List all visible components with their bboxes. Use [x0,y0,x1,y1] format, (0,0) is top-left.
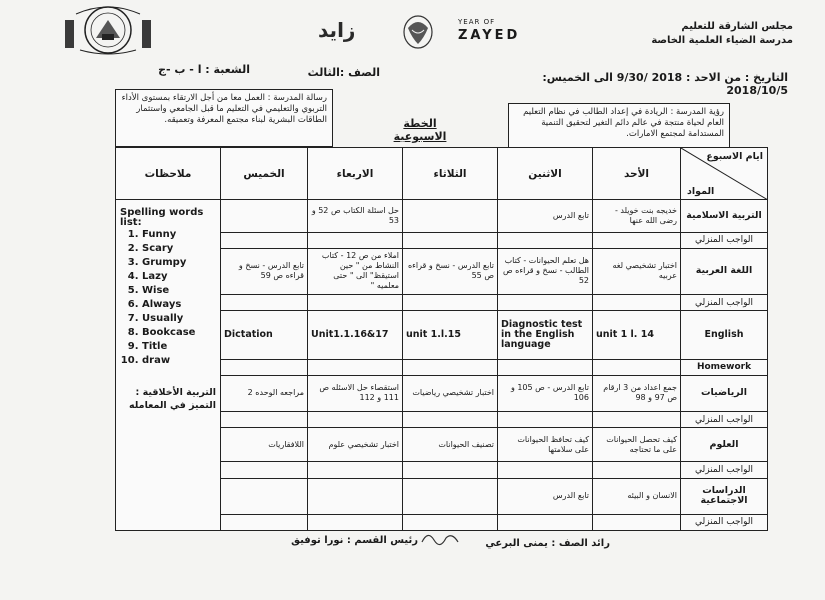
corner-days-label: ايام الاسبوع [706,151,763,162]
lesson-cell-arabic-tuesday: تابع الدرس - نسخ و قراءه ص 55 [403,248,498,294]
lesson-cell-islamic-sunday: خديجه بنت خويلد - رضى الله عنها [593,200,681,232]
homework-cell [498,462,593,478]
subject-islamic: التربية الاسلامية [681,200,768,232]
lesson-cell-arabic-wednesday: املاء من ص 12 - كتاب النشاط من " حين استيقظ" الى " حتى معلميه " [308,248,403,294]
moral-education-title: التربية الأخلاقية : [135,387,216,399]
year-of-text: YEAR OF [458,18,496,26]
moral-education-note [120,386,216,412]
homework-cell [308,514,403,530]
lesson-cell-math-monday: تابع الدرس - ص 105 و 106 [498,375,593,411]
notes-column [116,200,221,531]
homework-cell [308,232,403,248]
homework-cell [403,412,498,428]
spelling-word: 1. Funny [142,228,216,242]
homework-cell [593,295,681,311]
homework-cell [308,462,403,478]
subject-math: الرياضيات [681,375,768,411]
homework-cell [403,232,498,248]
subject-social-studies: الدراسات الاجتماعية [681,478,768,514]
lesson-cell-science-thursday: اللافقاريات [221,428,308,462]
homework-cell [221,359,308,375]
homework-label: الواجب المنزلي [681,462,768,478]
lesson-cell-social-tuesday [403,478,498,514]
zayed-text: ZAYED [458,28,521,43]
homework-cell [593,232,681,248]
council-header [593,20,793,48]
homework-cell [593,462,681,478]
spelling-word: 3. Grumpy [142,256,216,270]
subject-science: العلوم [681,428,768,462]
section-label: الشعبة : ا - ب -ج [158,63,250,76]
homework-cell [403,462,498,478]
subject-english: English [681,311,768,359]
homework-cell [308,359,403,375]
lesson-cell-arabic-sunday: اختبار تشخيصي لغه عربيه [593,248,681,294]
weekly-plan-table [115,147,768,531]
day-header-monday: الاثنين [498,148,593,200]
lesson-cell-science-wednesday: اختبار تشخيصي علوم [308,428,403,462]
grade-label: الصف :الثالث [307,66,380,79]
notes-header: ملاحظات [116,148,221,200]
spelling-word: 9. Title [142,340,216,354]
zayed-arabic-logo: زايد [318,18,356,42]
school-name: مدرسة الضياء العلمية الخاصة [651,35,793,46]
spelling-title: Spelling words list: [120,207,204,229]
day-header-thursday: الخميس [221,148,308,200]
subject-arabic: اللغة العربية [681,248,768,294]
homework-cell [498,412,593,428]
lesson-cell-science-sunday: كيف تحصل الحيوانات على ما تحتاجه [593,428,681,462]
spelling-word: 7. Usually [142,312,216,326]
homework-cell [593,412,681,428]
head-of-department: رئيس القسم : نورا توفيق [291,535,418,546]
homework-cell [498,359,593,375]
spelling-word: 6. Always [142,298,216,312]
homework-cell [221,412,308,428]
day-header-wednesday: الاربعاء [308,148,403,200]
homework-cell [221,514,308,530]
lesson-cell-math-wednesday: استقصاء حل الاسئله ص 111 و 112 [308,375,403,411]
homework-label: الواجب المنزلي [681,412,768,428]
school-mission-box: رسالة المدرسة : العمل معا من أجل الارتقاء بمستوى الأداء التربوي والتعليمي في التعليم ما قبل الجامعي واستثمار الطاقات البشرية لبناء مجتمع المعرفة وتعميقه. [115,89,333,147]
lesson-cell-islamic-wednesday: حل اسئلة الكتاب ص 52 و 53 [308,200,403,232]
homework-cell [308,295,403,311]
homework-cell [498,295,593,311]
lesson-cell-islamic-tuesday [403,200,498,232]
day-header-tuesday: الثلاثاء [403,148,498,200]
lesson-cell-social-monday: تابع الدرس [498,478,593,514]
homework-cell [498,232,593,248]
school-crest-logo [62,4,154,56]
corner-header [681,148,768,200]
homework-cell [593,359,681,375]
homework-cell [403,359,498,375]
day-header-sunday: الأحد [593,148,681,200]
homework-cell [308,412,403,428]
homework-cell [221,462,308,478]
moral-education-topic: التميز في المعامله [129,400,216,412]
lesson-cell-english-tuesday: unit 1.l.15 [403,311,498,359]
spelling-word: 5. Wise [142,284,216,298]
lesson-cell-english-monday: Diagnostic test in the English language [498,311,593,359]
lesson-cell-islamic-monday: تابع الدرس [498,200,593,232]
lesson-cell-social-wednesday [308,478,403,514]
homework-cell [593,514,681,530]
homework-label: الواجب المنزلي [681,514,768,530]
homework-label: الواجب المنزلي [681,232,768,248]
lesson-cell-english-wednesday: Unit1.1.16&17 [308,311,403,359]
homework-cell [221,232,308,248]
date-range: التاريخ : من الاحد : 2018 /9/30 الى الخميس: 2018/10/5 [542,71,788,97]
homework-cell [403,295,498,311]
lesson-cell-arabic-thursday: تابع الدرس - نسخ و قراءه ص 59 [221,248,308,294]
lesson-cell-science-tuesday: تصنيف الحيوانات [403,428,498,462]
plan-title: الخطة الاسبوعية [393,117,447,143]
council-name: مجلس الشارقة للتعليم [681,21,793,32]
corner-subjects-label: المواد [687,186,715,198]
spelling-word: 8. Bookcase [142,326,216,340]
lesson-cell-english-thursday: Dictation [221,311,308,359]
spelling-word: 4. Lazy [142,270,216,284]
lesson-cell-islamic-thursday [221,200,308,232]
lesson-cell-math-sunday: جمع اعداد من 3 ارقام ص 97 و 98 [593,375,681,411]
class-leader: رائد الصف : يمنى البرعي [485,538,610,549]
school-vision-box: رؤية المدرسة : الريادة في إعداد الطالب في نظام التعليم العام لحياة منتجة في عالم دائم التغير لتحقيق التنمية المستدامة لمجتمع الامارات. [508,103,730,151]
lesson-cell-social-sunday: الانسان و البيئه [593,478,681,514]
lesson-cell-math-thursday: مراجعه الوحده 2 [221,375,308,411]
lesson-cell-math-tuesday: اختبار تشخيصي رياضيات [403,375,498,411]
lesson-cell-science-monday: كيف تحافظ الحيوانات على سلامتها [498,428,593,462]
lesson-cell-english-sunday: unit 1 l. 14 [593,311,681,359]
homework-cell [221,295,308,311]
spelling-word: 10. draw [142,354,216,368]
homework-label: الواجب المنزلي [681,295,768,311]
homework-cell [498,514,593,530]
lesson-cell-social-thursday [221,478,308,514]
spelling-list [120,228,216,368]
spelling-word: 2. Scary [142,242,216,256]
signature-scribble [420,528,460,548]
homework-label-english: Homework [681,359,768,375]
year-of-zayed-logo [400,14,550,50]
lesson-cell-arabic-monday: هل تعلم الحيوانات - كتاب الطالب - نسخ و قراءه ص 52 [498,248,593,294]
